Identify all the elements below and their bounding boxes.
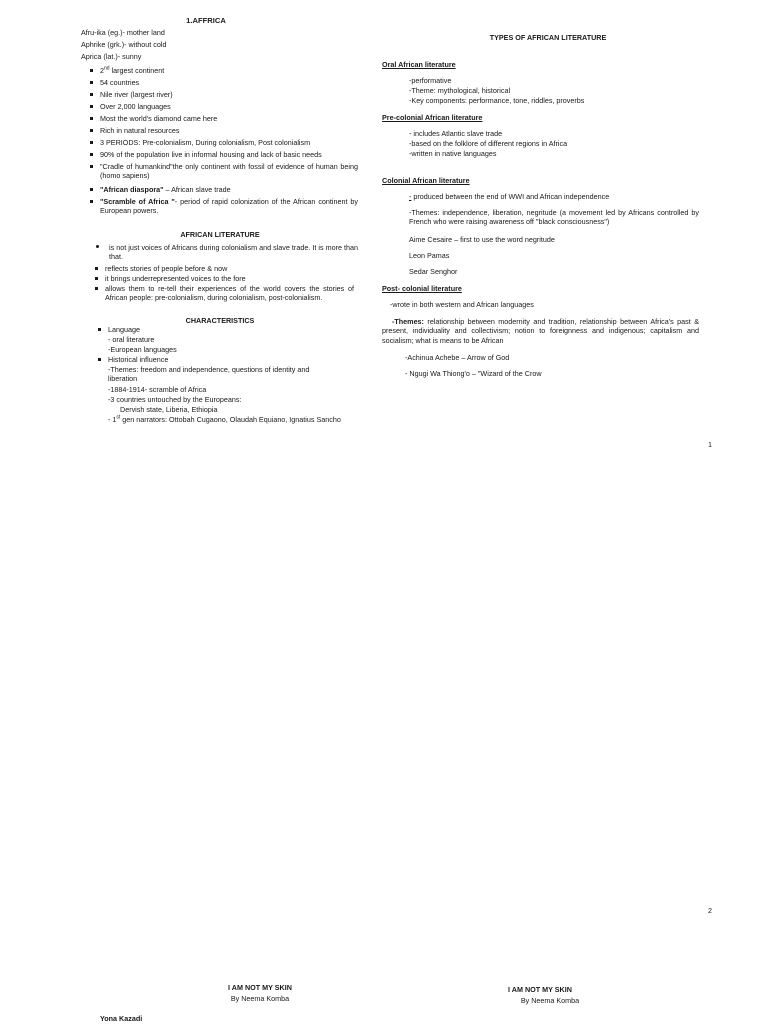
fact-text: – African slave trade <box>163 185 231 194</box>
list-item: -based on the folklore of different regions in Africa <box>409 139 568 148</box>
list-item: Historical influence <box>108 355 358 365</box>
sub-item: - oral literature <box>108 335 155 344</box>
etymology-list <box>81 28 341 64</box>
colonial-literature-block <box>409 192 699 283</box>
etymology-line: Aprica (lat.)- sunny <box>81 52 142 61</box>
fact-text: largest continent <box>109 66 165 75</box>
fact-term: "African diaspora" <box>100 185 164 194</box>
colonial-produced-text: produced between the end of WWI and African independence <box>411 192 610 201</box>
section-heading-african-literature: AFRICAN LITERATURE <box>180 230 260 239</box>
african-literature-list <box>105 243 358 306</box>
list-item: allows them to re-tell their experiences of the world covers the stories of African people: pre-colonialism, during colonialism, post-colonialism. <box>105 284 354 306</box>
post-themes-text: relationship between modernity and tradition, relationship between Africa's past & present, individuality and collectivism; notion to foreignness and indigenous; capitalism and socialism; what is means to be African <box>382 317 699 345</box>
page-number: 1 <box>708 440 712 449</box>
fact-term: "Scramble of Africa " <box>100 197 175 206</box>
heading-post-colonial-literature: Post- colonial literature <box>382 284 462 293</box>
list-item: Language <box>108 325 358 335</box>
pre-colonial-list <box>409 129 709 159</box>
sub-item: -1884-1914- scramble of Africa <box>108 385 207 394</box>
africa-facts-list <box>100 66 358 220</box>
section-title-africa: 1.AFFRICA <box>186 16 226 25</box>
list-item: it brings underrepresented voices to the fore <box>105 274 354 284</box>
page-number: 2 <box>708 906 712 915</box>
list-item: reflects stories of people before & now <box>105 264 354 274</box>
post-themes-paragraph <box>382 317 699 345</box>
oral-literature-list <box>409 76 709 106</box>
list-item: -written in native languages <box>409 149 497 158</box>
list-item: -Key components: performance, tone, riddles, proverbs <box>409 96 585 105</box>
list-item: Sedar Senghor <box>409 267 458 276</box>
heading-pre-colonial-literature: Pre-colonial African literature <box>382 113 483 122</box>
narrators-superscript: st <box>116 414 121 421</box>
characteristics-block <box>108 325 358 425</box>
dash-marker: - <box>409 192 412 201</box>
fact-text: - period of rapid colonization of the African continent by European powers. <box>100 197 358 216</box>
section-heading-characteristics: CHARACTERISTICS <box>185 316 255 325</box>
list-item: 3 PERIODS: Pre-colonialism, During colonialism, Post colonialism <box>100 138 358 150</box>
heading-oral-literature: Oral African literature <box>382 60 456 69</box>
heading-colonial-literature: Colonial African literature <box>382 176 470 185</box>
post-achebe-line: -Achinua Achebe – Arrow of God <box>405 353 510 362</box>
sub-item: -3 countries untouched by the Europeans: <box>108 395 242 404</box>
footer-left-author: By Neema Komba <box>230 994 290 1003</box>
list-item: Most the world's diamond came here <box>100 114 358 126</box>
list-item <box>100 197 358 220</box>
narrators-text: gen narrators: Ottobah Cugaono, Olaudah Equiano, Ignatius Sancho <box>120 415 341 424</box>
list-item <box>409 192 699 208</box>
list-item <box>100 66 358 78</box>
list-item: -Themes: independence, liberation, negritude (a movement led by Africans controlled by French who were raising awareness off "black consciousness") <box>409 208 699 227</box>
list-item: is not just voices of Africans during colonialism and slave trade. It is more than that. <box>109 243 358 264</box>
section-heading-types: TYPES OF AFRICAN LITERATURE <box>489 33 607 42</box>
list-item: 90% of the population live in informal housing and lack of basic needs <box>100 150 358 162</box>
list-item: Rich in natural resources <box>100 126 358 138</box>
list-item: Nile river (largest river) <box>100 90 358 102</box>
list-item: "Cradle of humankind"the only continent with fossil of evidence of human being (homo sapiens) <box>100 162 358 185</box>
sub-item: -European languages <box>108 345 177 354</box>
list-item: -Theme: mythological, historical <box>409 86 511 95</box>
footer-right-author: By Neema Komba <box>520 996 580 1005</box>
etymology-line: Afru-ika (eg.)- mother land <box>81 28 165 37</box>
footer-name: Yona Kazadi <box>100 1014 143 1023</box>
sub-item: -Themes: freedom and independence, questions of identity and liberation <box>108 365 310 384</box>
fact-superscript: nd <box>104 65 110 72</box>
post-themes-label: -Themes: <box>392 317 424 326</box>
post-ngugi-line: - Ngugi Wa Thiong'o – "Wizard of the Crow <box>405 369 542 378</box>
list-item <box>100 185 358 197</box>
list-item: Leon Pamas <box>409 251 450 260</box>
etymology-line: Aphrike (grk.)- without cold <box>81 40 167 49</box>
sub-item: Dervish state, Liberia, Ethiopia <box>120 405 218 414</box>
footer-left-title: I AM NOT MY SKIN <box>228 983 292 992</box>
list-item: -performative <box>409 76 452 85</box>
list-item: - includes Atlantic slave trade <box>409 129 503 138</box>
footer-right-title: I AM NOT MY SKIN <box>508 985 572 994</box>
list-item: 54 countries <box>100 78 358 90</box>
list-item: Over 2,000 languages <box>100 102 358 114</box>
post-wrote-line: -wrote in both western and African languages <box>390 300 534 309</box>
list-item: Aime Cesaire – first to use the word negritude <box>409 235 555 244</box>
narrators-prefix: - 1 <box>108 415 117 424</box>
fact-number: 2 <box>100 66 104 75</box>
sub-item <box>108 415 358 425</box>
